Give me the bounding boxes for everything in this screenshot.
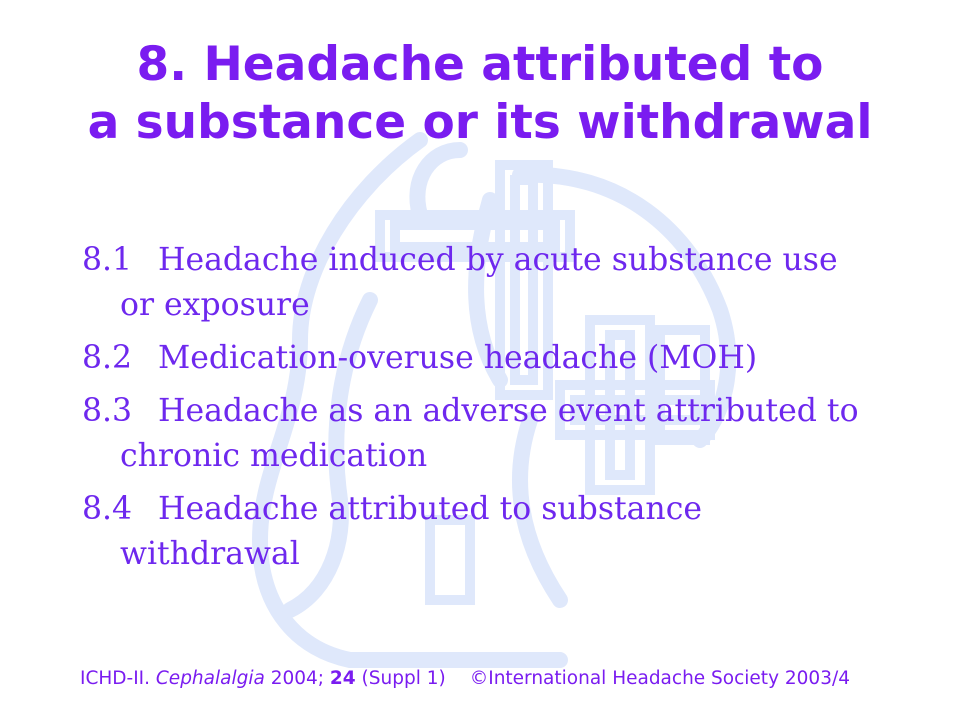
- item-number: 8.4: [82, 491, 133, 527]
- citation-journal: Cephalalgia: [155, 668, 265, 689]
- item-number: 8.1: [82, 242, 133, 278]
- citation-prefix: ICHD-II.: [80, 668, 156, 689]
- item-text-continued: or exposure: [120, 287, 310, 323]
- item-list: [82, 238, 922, 585]
- title-line-1: 8. Headache attributed to: [136, 37, 824, 92]
- list-item-8-4: [82, 487, 922, 577]
- list-item-8-3: [82, 389, 922, 479]
- item-text: Headache induced by acute substance use: [158, 242, 838, 278]
- item-text: Headache attributed to substance: [158, 491, 703, 527]
- citation-year: 2004;: [264, 668, 330, 689]
- slide-title: [0, 36, 960, 152]
- list-item-8-2: [82, 336, 922, 381]
- item-text-continued: withdrawal: [120, 536, 300, 572]
- citation-volume: 24: [329, 668, 356, 689]
- item-number: 8.2: [82, 340, 133, 376]
- citation-supplement: (Suppl 1): [355, 668, 446, 689]
- title-line-2: a substance or its withdrawal: [87, 95, 873, 150]
- item-number: 8.3: [82, 393, 133, 429]
- item-text-continued: chronic medication: [120, 438, 428, 474]
- item-text: Medication-overuse headache (MOH): [158, 340, 758, 376]
- item-text: Headache as an adverse event attributed to: [158, 393, 859, 429]
- list-item-8-1: [82, 238, 922, 328]
- copyright-notice: ©International Headache Society 2003/4: [469, 668, 850, 689]
- citation-footer: [80, 668, 920, 689]
